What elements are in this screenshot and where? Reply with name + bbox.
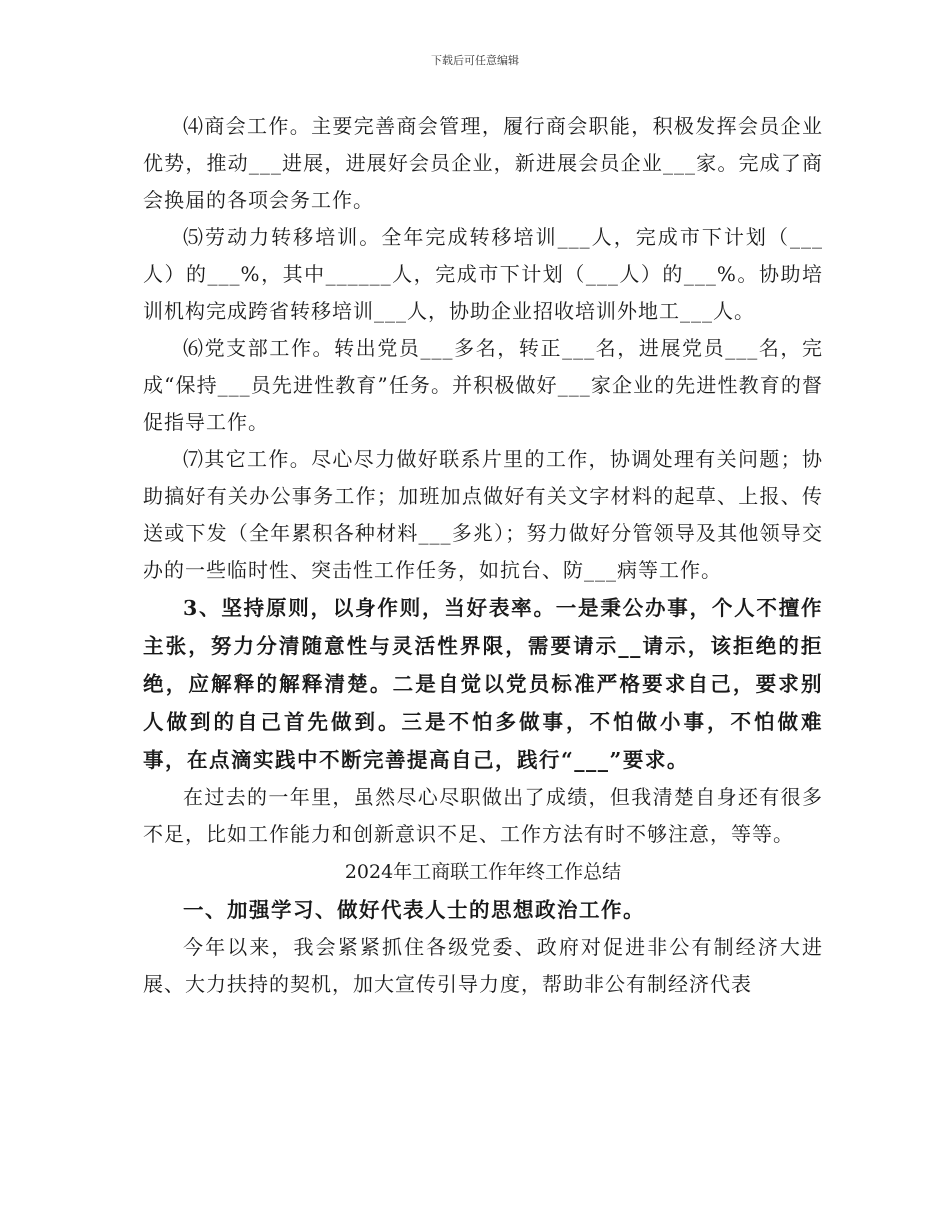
paragraph-party-branch: ⑹党支部工作。转出党员___多名，转正___名，进展党员___名，完成“保持___员先进性教育”任务。并积极做好___家企业的先进性教育的督促指导工作。 [143,336,823,434]
paragraph-labor-training: ⑸劳动力转移培训。全年完成转移培训___人，完成市下计划（___人）的___%，其中______人，完成市下计划（___人）的___%。协助培训机构完成跨省转移培训___人，协助企业招收培训外地工___人。 [143,225,823,323]
paragraph-intro: 今年以来，我会紧紧抓住各级党委、政府对促进非公有制经济大进展、大力扶持的契机，加大宣传引导力度，帮助非公有制经济代表 [143,935,823,996]
paragraph-principles: 3、坚持原则，以身作则，当好表率。一是秉公办事，个人不擅作主张，努力分清随意性与灵活性界限，需要请示__请示，该拒绝的拒绝，应解释的解释清楚。二是自觉以党员标准严格要求自己，要求别人做到的自己首先做到。三是不怕多做事，不怕做小事，不怕做难事，在点滴实践中不断完善提高自己，践行“___”要求。 [143,596,823,772]
page-header: 下载后可任意编辑 [431,54,519,67]
paragraph-chamber-work: ⑷商会工作。主要完善商会管理，履行商会职能，积极发挥会员企业优势，推动___进展，进展好会员企业，新进展会员企业___家。完成了商会换届的各项会务工作。 [143,114,823,212]
document-body [143,108,823,1003]
paragraph-other-work: ⑺其它工作。尽心尽力做好联系片里的工作，协调处理有关问题；协助搞好有关办公事务工作；加班加点做好有关文字材料的起草、上报、传送或下发（全年累积各种材料___多兆）；努力做好分管领导及其他领导交办的一些临时性、突击性工作任务，如抗台、防___病等工作。 [143,447,823,582]
section-title: 2024年工商联工作年终工作总结 [344,861,622,883]
paragraph-shortcomings: 在过去的一年里，虽然尽心尽职做出了成绩，但我清楚自身还有很多不足，比如工作能力和创新意识不足、工作方法有时不够注意，等等。 [143,785,823,846]
section-heading-1: 一、加强学习、做好代表人士的思想政治工作。 [183,898,645,922]
